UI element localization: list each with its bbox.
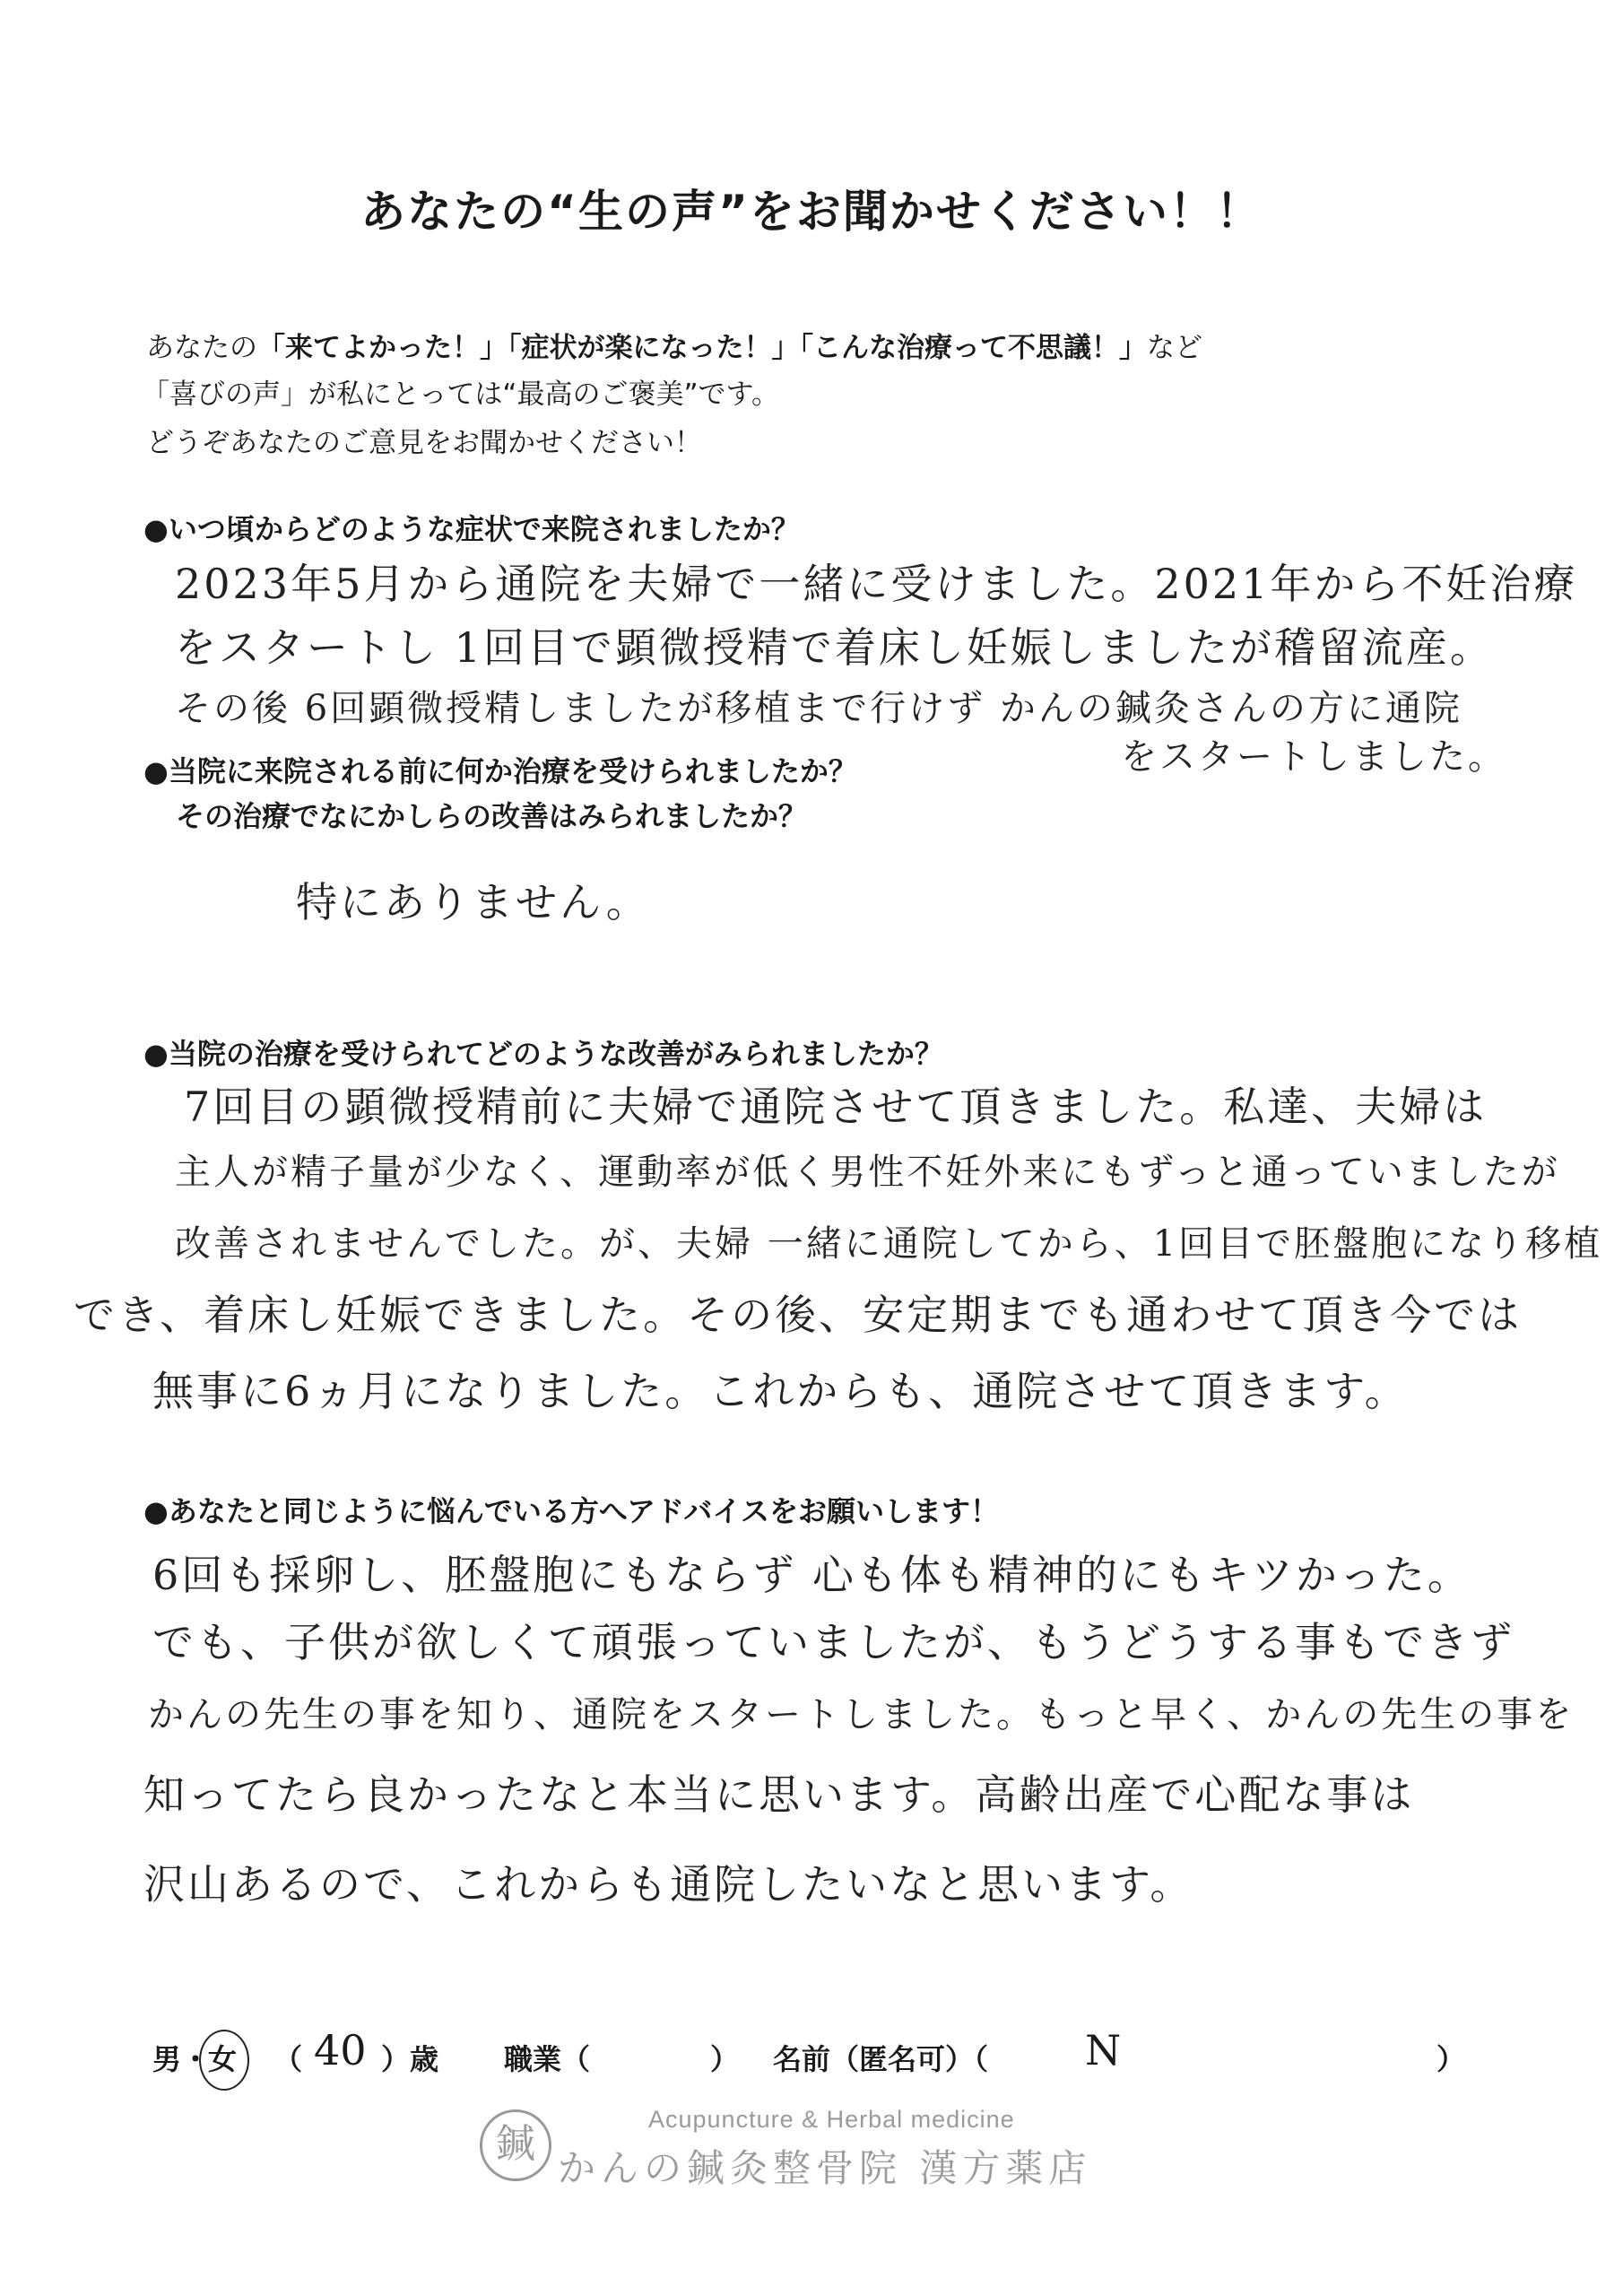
answer-3-line-4: でき、着床し妊娠できました。その後、安定期までも通わせて頂き今では [74, 1291, 1523, 1339]
gender-separator: ・ [181, 2042, 211, 2076]
question-4: ●あなたと同じように悩んでいる方へアドバイスをお願いします！ [143, 1494, 1000, 1528]
intro-line-1-quotes: 「来てよかった！」「症状が楽になった！」「こんな治療って不思議！」 [257, 332, 1147, 364]
question-2-sub: その治療でなにかしらの改善はみられましたか？ [176, 799, 808, 833]
intro-line-3: どうぞあなたのご意見をお聞かせください！ [146, 427, 702, 459]
name-label: 名前（匿名可）（ [773, 2042, 989, 2076]
answer-3-line-1: 7回目の顕微授精前に夫婦で通院させて頂きました。私達、夫婦は [184, 1083, 1488, 1131]
answer-1-line-1: 2023年5月から通院を夫婦で一緒に受けました。2021年から不妊治療 [175, 560, 1578, 608]
clinic-seal-logo: 鍼 [480, 2109, 551, 2181]
intro-line-1-suffix: など [1147, 332, 1202, 364]
answer-3-line-5: 無事に6ヵ月になりました。これからも、通院させて頂きます。 [152, 1367, 1409, 1415]
job-label: 職業（ [504, 2042, 591, 2076]
job-close: ） [710, 2042, 740, 2076]
age-label: ）歳 [381, 2042, 439, 2076]
question-2: ●当院に来院される前に何か治療を受けられましたか？ [143, 754, 857, 788]
gender-male: 男 [152, 2042, 182, 2076]
question-3: ●当院の治療を受けられてどのような改善がみられましたか？ [143, 1037, 943, 1071]
answer-4-line-1: 6回も採卵し、胚盤胞にもならず 心も体も精神的にもキツかった。 [152, 1551, 1471, 1599]
clinic-tagline: Acupuncture & Herbal medicine [648, 2106, 1015, 2133]
answer-4-line-3: かんの先生の事を知り、通院をスタートしました。もっと早く、かんの先生の事を [148, 1694, 1575, 1735]
name-close: ） [1436, 2042, 1466, 2076]
page-title: あなたの“生の声”をお聞かせください！！ [360, 186, 1263, 238]
clinic-name: かんの鍼灸整骨院 漢方薬店 [558, 2146, 1092, 2190]
answer-1-line-2: をスタートし 1回目で顕微授精で着床し妊娠しましたが稽留流産。 [175, 623, 1494, 672]
answer-3-line-2: 主人が精子量が少なく、運動率が低く男性不妊外来にもずっと通っていましたが [175, 1152, 1560, 1193]
answer-4-line-2: でも、子供が欲しくて頑張っていましたが、もうどうする事もできず [152, 1618, 1515, 1666]
intro-line-1-prefix: あなたの [146, 332, 257, 364]
answer-2-line-1: 特にありません。 [296, 878, 650, 926]
answer-3-line-3: 改善されませんでした。が、夫婦 一緒に通院してから、1回目で胚盤胞になり移植 [175, 1223, 1603, 1265]
answer-1-line-4: をスタートしました。 [1121, 736, 1506, 778]
intro-line-1 [146, 325, 1202, 365]
age-open: （ [273, 2042, 303, 2076]
answer-1-line-3: その後 6回顕微授精しましたが移植まで行けず かんの鍼灸さんの方に通院 [175, 688, 1462, 729]
answer-4-line-4: 知ってたら良かったなと本当に思います。高齢出産で心配な事は [143, 1770, 1415, 1819]
gender-female: 女 [208, 2042, 238, 2076]
name-value: N [1085, 2026, 1122, 2074]
age-value: 40 [314, 2026, 367, 2074]
question-1: ●いつ頃からどのような症状で来院されましたか？ [143, 512, 800, 546]
answer-4-line-5: 沢山あるので、これからも通院したいなと思います。 [143, 1860, 1194, 1909]
intro-line-2: 「喜びの声」が私にとっては“最高のご褒美”です。 [142, 378, 780, 411]
respondent-info [152, 2026, 1480, 2085]
